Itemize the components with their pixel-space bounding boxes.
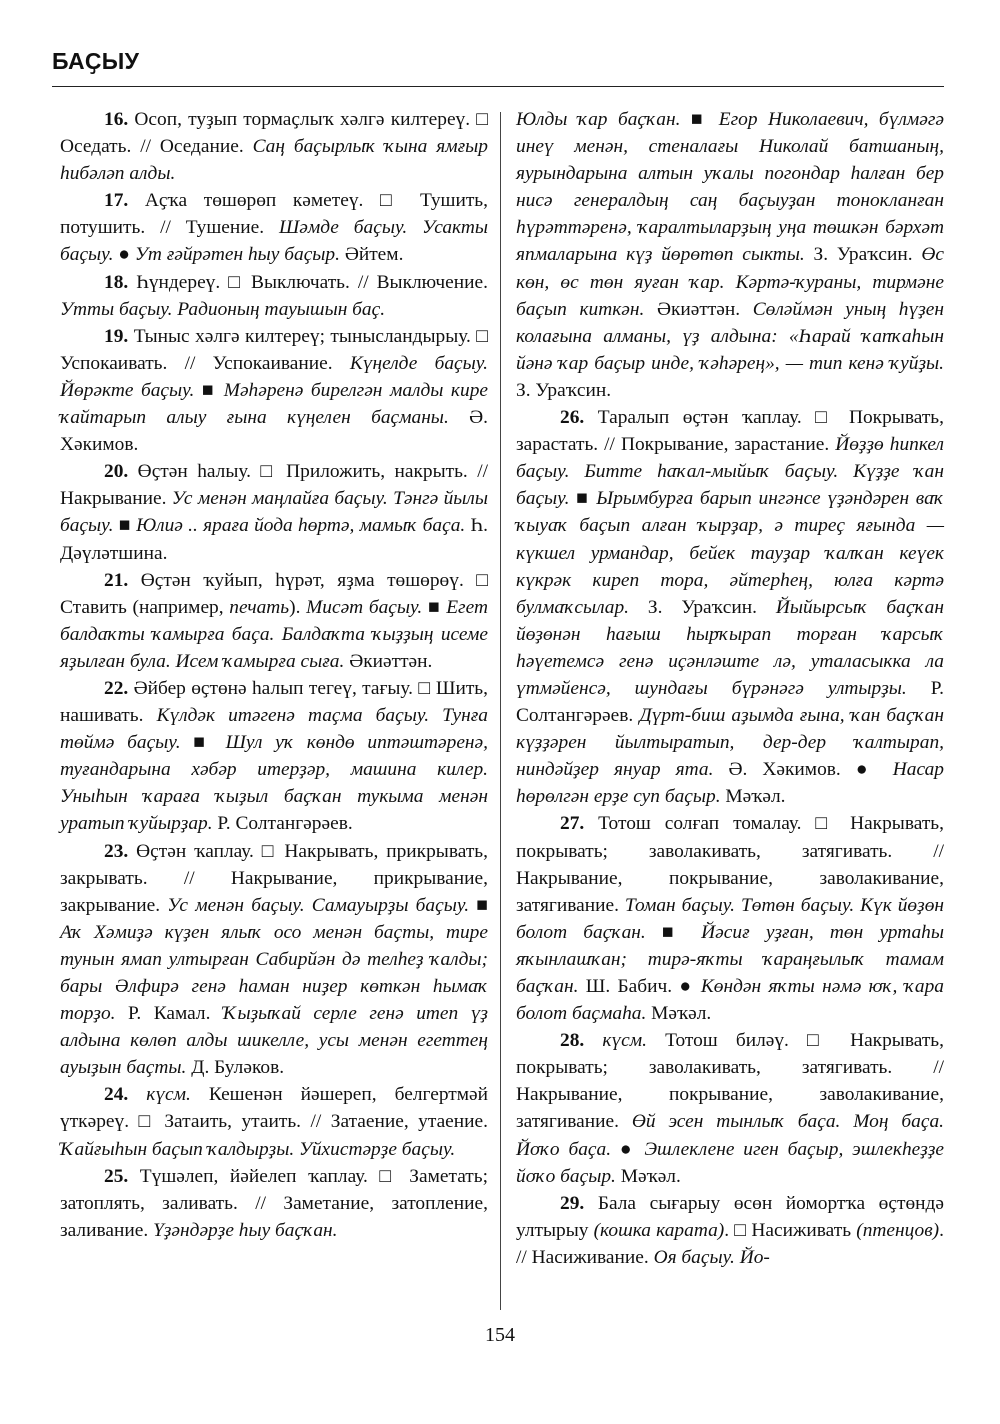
dictionary-sense xyxy=(60,1081,488,1162)
sense-number: 22. xyxy=(104,677,129,699)
definition-text: Өҫтән һалыу. □ Приложить, накрыть. // Накрывание. xyxy=(60,461,488,510)
definition-text: З. Ураҡсин. xyxy=(516,379,612,401)
example-text: Юлды ҡар баҫҡан. ■ Егор Николаевич, бүлмәгә инеү менән, стеналағы Николай батшаның, яурындарына алтын уҡалы погондар һалған бер нисә генералдың саң баҫыуҙан тонокланған һүрәттәренә, ҡаралтыларҙың уңа төшкән бәрхәт япмаларына күҙ йөрөтөп сыкты. xyxy=(516,109,944,266)
example-text: күсм. xyxy=(146,1084,191,1106)
definition-text: Һ. Дәүләтшина. xyxy=(60,515,488,564)
definition-text xyxy=(584,1030,602,1051)
example-text: Йыйырсыҡ баҫҡан йөҙөнән һағыш һырҡырап торған ҡарсыҡ һәүетемсә генә иҫәнләште лә, уталасыкка ла үтмәйенсә, шундағы бүрәнәгә ултырҙы. xyxy=(516,596,944,699)
dictionary-sense xyxy=(516,404,944,810)
left-column xyxy=(60,106,488,1244)
sense-number: 25. xyxy=(104,1165,129,1187)
definition-text: Кешенән йәшереп, белгертмәй үткәреү. □ Затаить, утаить. // Затаение, утаение. xyxy=(60,1084,488,1133)
definition-text: Осоп, туҙып тормаҫлыҡ хәлгә килтереү. □ Оседать. // Оседание. xyxy=(60,109,488,158)
example-text: ● Насар һөрөлгән ерҙе суп баҫыр. xyxy=(516,759,944,808)
definition-text: Түшәлеп, йәйелеп ҡаплау. □ Заметать; затоплять, заливать. // Заметание, затопление, заливание. xyxy=(60,1165,488,1241)
example-text: Күлдәк итәгенә таҫма баҫыу. Тунға төймә баҫыу. ■ Шул уҡ көндө иптәштәренә, туғандарына хәбәр итерҙәр, машина килер. Уныһын ҡараға ҡыҙыл баҫҡан тукыма менән уратып ҡуйырҙар. xyxy=(60,705,488,835)
definition-text: . // Насиживание. xyxy=(516,1219,944,1268)
example-text: Ҡыҙыҡай серле генә итеп үҙ алдына көлөп алды шикелле, усы менән егеттең ауыҙын баҫты. xyxy=(60,1003,488,1079)
example-text: печать xyxy=(229,596,290,618)
example-text: (кошка карата) xyxy=(593,1219,725,1241)
definition-text: ). xyxy=(289,596,307,618)
dictionary-sense xyxy=(516,106,944,404)
definition-text: Ш. Бабич. xyxy=(578,976,680,997)
dictionary-sense xyxy=(60,567,488,675)
dictionary-sense xyxy=(60,323,488,458)
example-text: Мисәт баҫыу. ■ Егет балдаҡты ҡамырға баҫа. Балдаҡта ҡыҙҙың исеме яҙылған була. Исем ҡамырға сыға. xyxy=(60,596,488,672)
definition-text: Ә. Хәкимов. xyxy=(60,407,489,456)
definition-text: Таралып өҫтән ҡаплау. □ Покрывать, зарастать. // Покрывание, зарастание. xyxy=(516,407,944,456)
sense-number: 24. xyxy=(104,1084,129,1106)
example-text: Сөләймән уның һүҙен колағына алманы, үҙ алдына: «Һарай ҡапҡаһын йәнә ҡар баҫыр инде, ҡәһәрең», — тип кенә ҡуйҙы. xyxy=(516,298,944,374)
dictionary-sense xyxy=(60,458,488,566)
definition-text: Һүндереү. □ Выключать. // Выключение. xyxy=(128,271,488,293)
sense-number: 19. xyxy=(104,325,129,347)
definition-text xyxy=(128,1084,146,1105)
example-text: Дүрт-биш аҙымда ғына, ҡан баҫҡан күҙҙәрен йылтыратып, дер-дер ҡалтырап, ниндәйҙер януар ята. xyxy=(516,705,944,781)
definition-text: Р. Камал. xyxy=(115,1003,223,1025)
definition-text: . □ Насиживать xyxy=(724,1219,857,1241)
example-text: Томан баҫыу. Төтөн баҫыу. Күк йөҙөн болот баҫҡан. ■ Йәсиғ уҙған, төн уртаһы яҡынлашҡан; тирә-яҡты ҡараңғылыҡ тамам баҫҡан. xyxy=(516,894,945,997)
dictionary-sense xyxy=(516,1190,944,1271)
example-text: Өй эсен тынлыҡ баҫа. Моң баҫа. Йоҡо баҫа. ● Эшлеклене иген баҫыр, эшлекһеҙҙе йоҡо баҫыр. xyxy=(516,1111,945,1187)
definition-text: З. Ураҡсин. xyxy=(804,244,922,266)
definition-text: Р. Солтангәрәев. xyxy=(516,677,944,727)
example-text: Утты баҫыу. Радионың тауышын баҫ. xyxy=(60,298,386,320)
definition-text: Әкиәттән. xyxy=(644,298,753,320)
definition-text: Р. Солтангәрәев. xyxy=(212,813,353,835)
example-text: Оя баҫыу. Йо- xyxy=(653,1246,770,1268)
example-text: Шәмде баҫыу. Усакты баҫыу. ● Ут ғәйрәтен һыу баҫыр. xyxy=(60,217,489,266)
dictionary-sense xyxy=(60,675,488,838)
example-text: Күңелде баҫыу. Йөрәкте баҫыу. ■ Мәһәренә бирелгән малды кире ҡайтарып алыу ғына күңелен баҫманы. xyxy=(60,352,488,429)
dictionary-sense xyxy=(516,1027,944,1190)
running-header-title: БАҪЫУ xyxy=(52,48,140,74)
example-text: (птенцов) xyxy=(856,1219,940,1241)
dictionary-sense xyxy=(60,269,488,323)
definition-text: Әкиәттән. xyxy=(344,650,433,672)
definition-text: Әйбер өҫтөнә һалып тегеү, тағыу. □ Шить, нашивать. xyxy=(60,677,488,727)
sense-number: 21. xyxy=(104,569,129,591)
sense-number: 16. xyxy=(104,109,129,130)
sense-number: 27. xyxy=(560,813,585,835)
example-text: Йөҙҙө һипкел баҫыу. Битте һаҡал-мыйыҡ баҫыу. Күҙҙе ҡан баҫыу. ■ Ырымбурға барып ингәнсе үҙәндәрен ваҡ ҡыуаҡ баҫып алған ҡырҙар, ә тиреҫ яғында — күкшел урмандар, бейек тауҙар ҡалҡан кеүек күкрәк киреп тора, әйтерһең, юлға кәртә булмаҡсылар. xyxy=(516,434,945,618)
example-text: Өс көн, өс төн яуған ҡар. Кәртә-ҡураны, тирмәне баҫып киткән. xyxy=(516,244,944,320)
example-text: Ус менән баҫыу. Самауырҙы баҫыу. ■ Аҡ Хәмиҙә күҙен ялыҡ осо менән баҫты, тире тунын ямап ултырған Сабирйән дә телһеҙ ҡалды; бары Әлфирә генә һаман ниҙер көткән һымаҡ торҙо. xyxy=(60,894,488,1025)
definition-text: Бала сығарыу өсөн йомортҡа өҫтөндә ултырыу xyxy=(516,1192,944,1241)
definition-text: Мәҡәл. xyxy=(720,786,786,808)
example-text: күсм. xyxy=(602,1030,647,1052)
dictionary-sense xyxy=(60,187,488,268)
definition-text: Ә. Хәкимов. xyxy=(713,759,856,781)
definition-text: З. Ураҡсин. xyxy=(629,596,776,618)
right-column xyxy=(516,106,944,1271)
definition-text: Әйтем. xyxy=(339,244,404,266)
example-text: ● Көндән яҡты нәмә юҡ, ҡара болот баҫмаһа. xyxy=(516,976,944,1025)
example-text: Саң баҫырлыҡ ҡына ямғыр һибәләп алды. xyxy=(60,136,488,185)
page-number: 154 xyxy=(485,1324,515,1346)
definition-text: Тотош солғап томалау. □ Накрывать, покрывать; заволакивать, затягивать. // Накрывание, покрывание, заволакивание, затягивание. xyxy=(516,813,944,916)
sense-number: 18. xyxy=(104,271,129,293)
sense-number: 20. xyxy=(104,461,129,483)
definition-text: Тотош биләү. □ Накрывать, покрывать; заволакивать, затягивать. // Накрывание, покрывание, заволакивание, затягивание. xyxy=(516,1030,944,1133)
dictionary-sense xyxy=(60,1163,488,1244)
sense-number: 17. xyxy=(104,190,129,212)
sense-number: 26. xyxy=(560,407,585,429)
definition-text: Аҫҡа төшөрөп кәметеү. □ Тушить, потушить. // Тушение. xyxy=(60,190,488,239)
definition-text: Мәҡәл. xyxy=(615,1165,681,1187)
dictionary-sense xyxy=(60,106,488,187)
example-text: Ус менән маңлайға баҫыу. Тәнгә йылы баҫыу. ■ Юлиә .. ярағa йода һөртә, мамыҡ баҫа. xyxy=(60,488,488,537)
sense-number: 29. xyxy=(560,1192,585,1214)
column-divider xyxy=(500,112,501,1310)
definition-text: Мәҡәл. xyxy=(646,1003,712,1025)
definition-text: Өҫтән ҡуйып, һүрәт, яҙма төшөрөү. □ Ставить (например, xyxy=(60,569,488,618)
definition-text: Тыныс хәлгә килтереү; тынысландырыу. □ Успокаивать. // Успокаивание. xyxy=(60,325,488,374)
example-text: Үҙәндәрҙе һыу баҫҡан. xyxy=(153,1219,338,1241)
sense-number: 23. xyxy=(104,840,129,862)
header-rule xyxy=(52,86,944,87)
sense-number: 28. xyxy=(560,1030,585,1052)
dictionary-sense xyxy=(516,810,944,1027)
definition-text: Д. Буләков. xyxy=(186,1057,285,1079)
definition-text: Өҫтән ҡаплау. □ Накрывать, прикрывать, закрывать. // Накрывание, прикрывание, закрывание. xyxy=(60,840,488,916)
example-text: Ҡайғыһын баҫып ҡалдырҙы. Уйхистәрҙе баҫыу. xyxy=(60,1138,456,1160)
dictionary-sense xyxy=(60,838,488,1082)
